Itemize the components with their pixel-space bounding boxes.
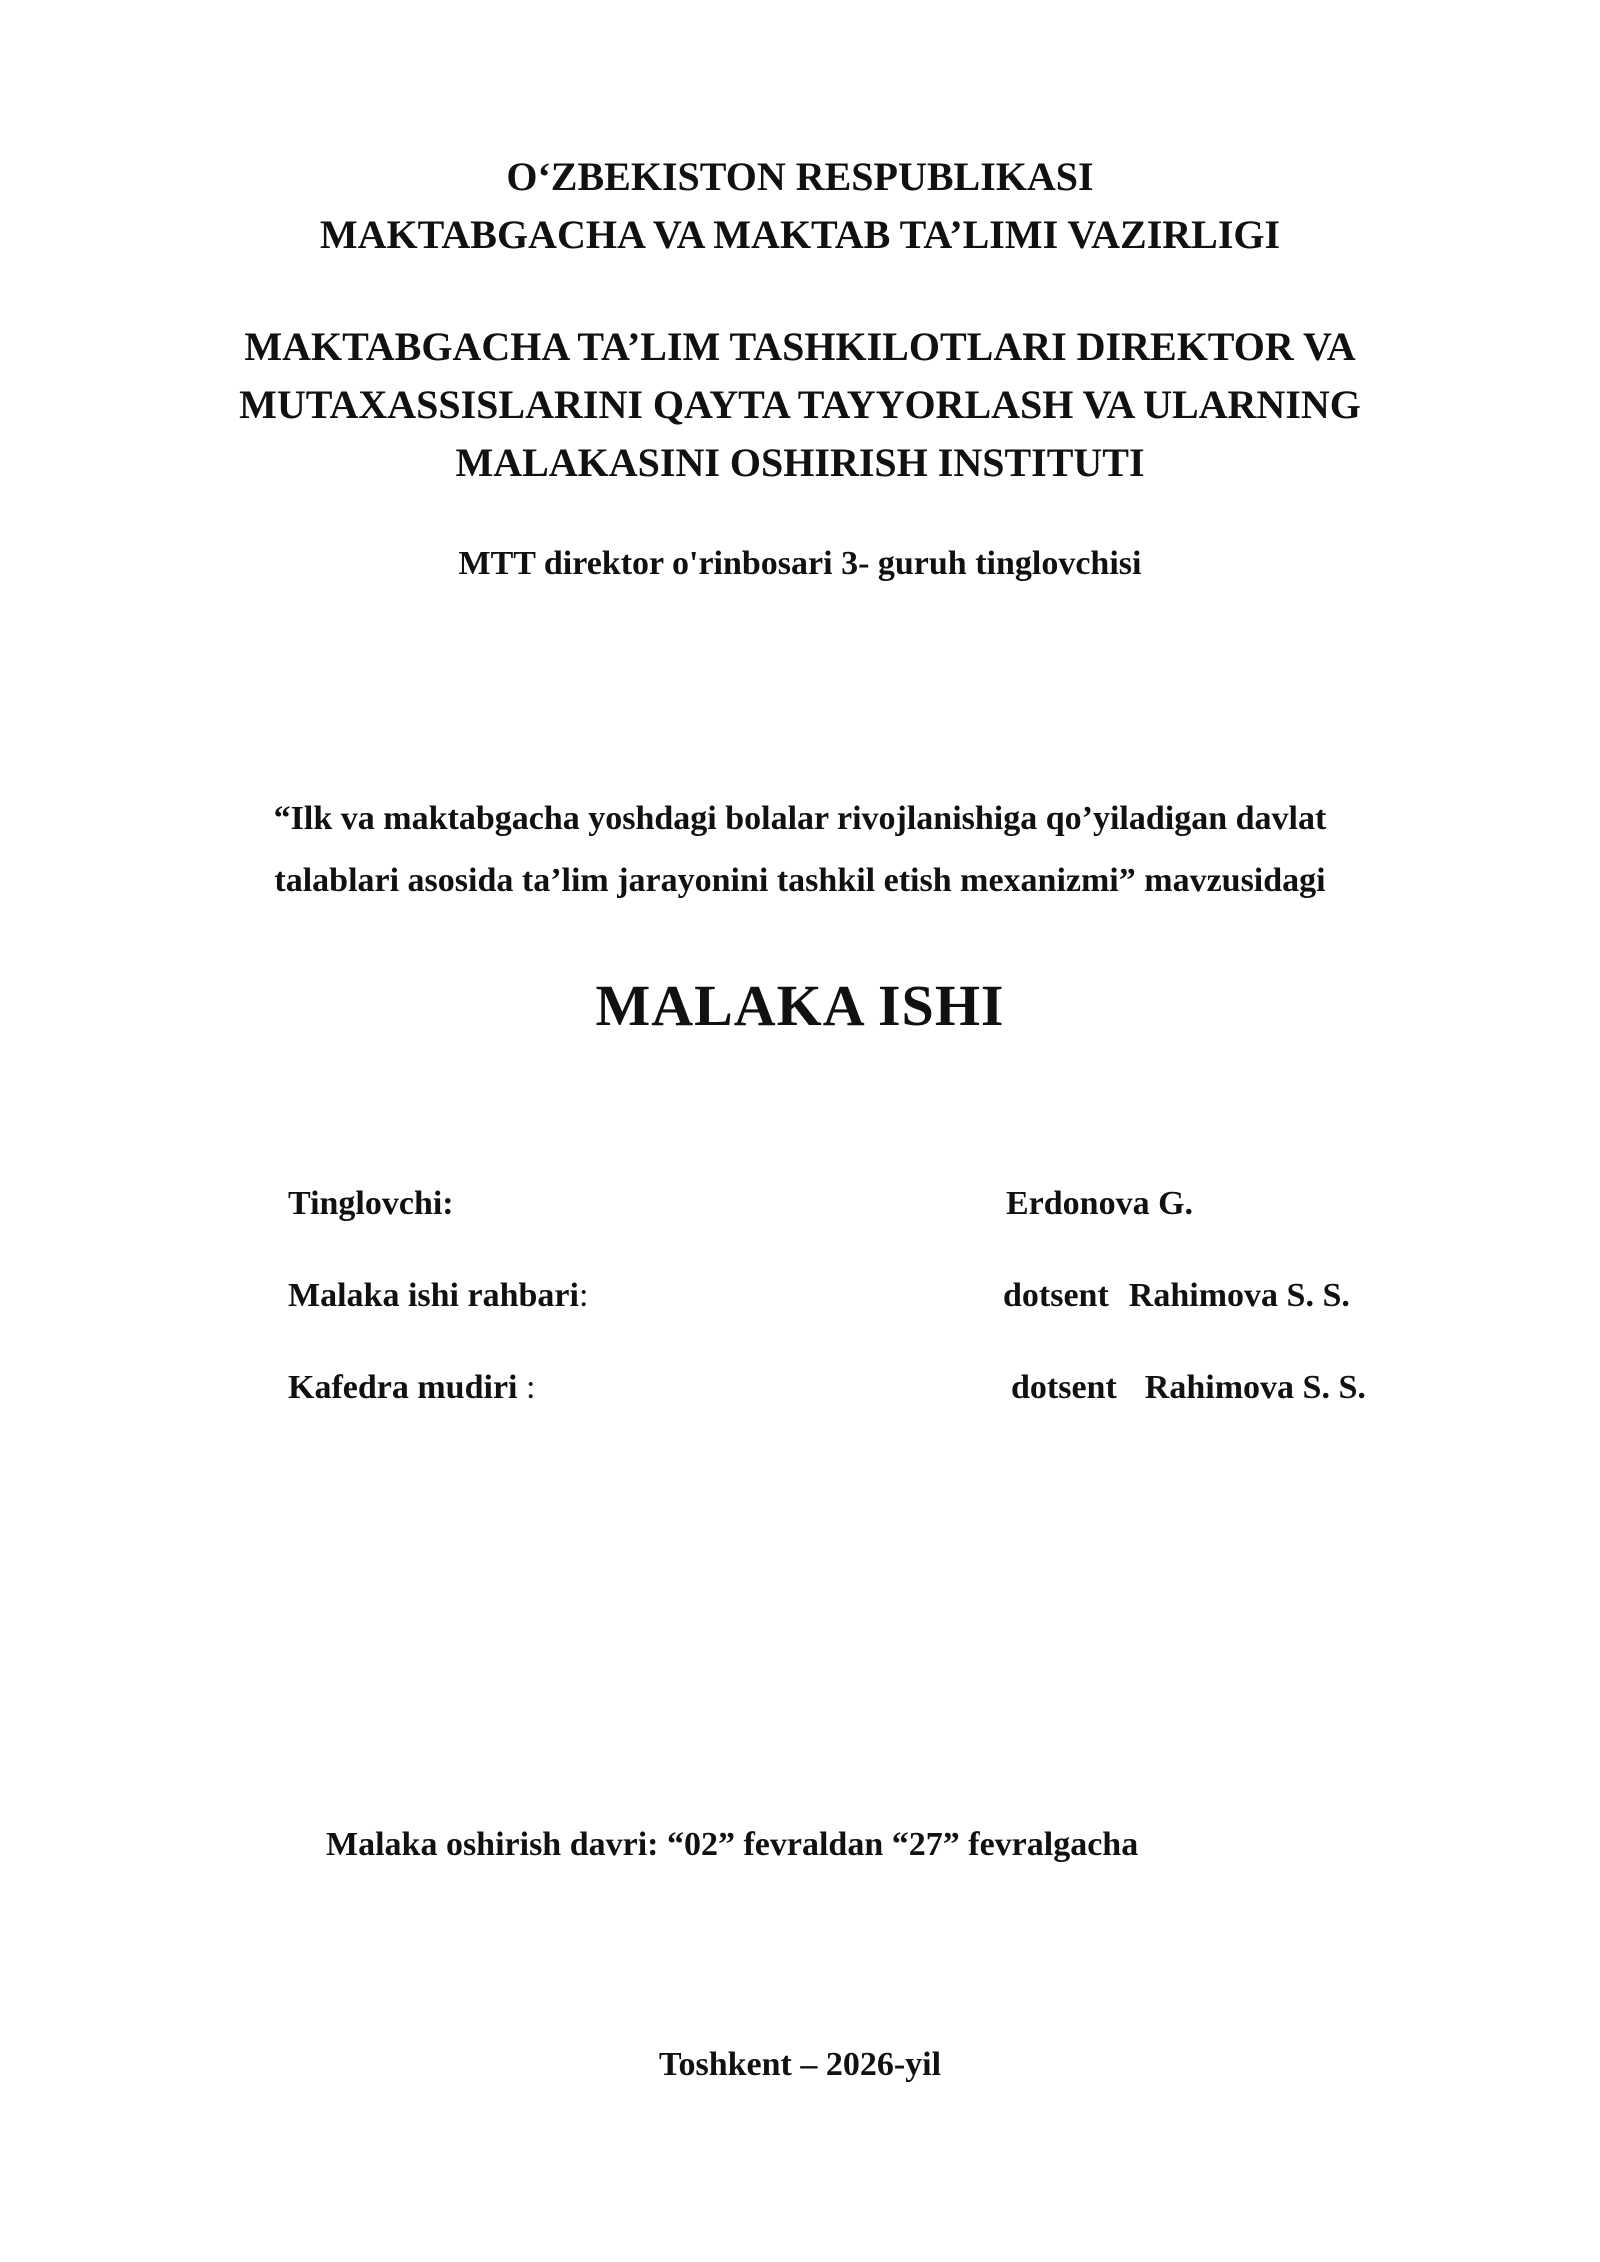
head-label-group (288, 1369, 535, 1407)
head-row (0, 1369, 1600, 1419)
institute-line-3: MALAKASINI OSHIRISH INSTITUTI (455, 440, 1145, 485)
supervisor-label-group (288, 1277, 588, 1315)
city-year: Toshkent – 2026-yil (658, 2046, 942, 2083)
listener-value: Erdonova G. (1006, 1185, 1194, 1222)
head-name: Rahimova S. S. (1144, 1369, 1366, 1406)
supervisor-value (1003, 1277, 1350, 1315)
topic-line-2: talablari asosida ta’lim jarayonini tashkil etish mexanizmi” mavzusidagi (274, 862, 1326, 899)
head-value (1011, 1369, 1366, 1407)
training-period: Malaka oshirish davri: “02” fevraldan “27” fevralgacha (326, 1826, 1139, 1863)
head-label: Kafedra mudiri (288, 1369, 526, 1406)
listener-row (0, 1185, 1600, 1235)
group-line: MTT direktor o'rinbosari 3- guruh tinglovchisi (458, 545, 1142, 582)
supervisor-label-colon: : (578, 1277, 589, 1314)
topic-line-1: “Ilk va maktabgacha yoshdagi bolalar rivojlanishiga qo’yiladigan davlat (273, 800, 1327, 837)
head-label-colon: : (525, 1369, 536, 1406)
republic-heading: O‘ZBEKISTON RESPUBLIKASI (506, 154, 1094, 199)
supervisor-name: Rahimova S. S. (1128, 1277, 1350, 1314)
supervisor-row (0, 1277, 1600, 1327)
institute-line-2: MUTAXASSISLARINI QAYTA TAYYORLASH VA ULARNING (239, 382, 1361, 427)
supervisor-title: dotsent (1003, 1277, 1109, 1314)
work-title: MALAKA ISHI (595, 973, 1005, 1038)
head-title: dotsent (1011, 1369, 1117, 1406)
institute-line-1: MAKTABGACHA TA’LIM TASHKILOTLARI DIREKTOR VA (244, 324, 1356, 369)
supervisor-label: Malaka ishi rahbari (288, 1277, 579, 1314)
listener-label: Tinglovchi: (288, 1185, 454, 1222)
ministry-heading: MAKTABGACHA VA MAKTAB TA’LIMI VAZIRLIGI (319, 212, 1281, 257)
